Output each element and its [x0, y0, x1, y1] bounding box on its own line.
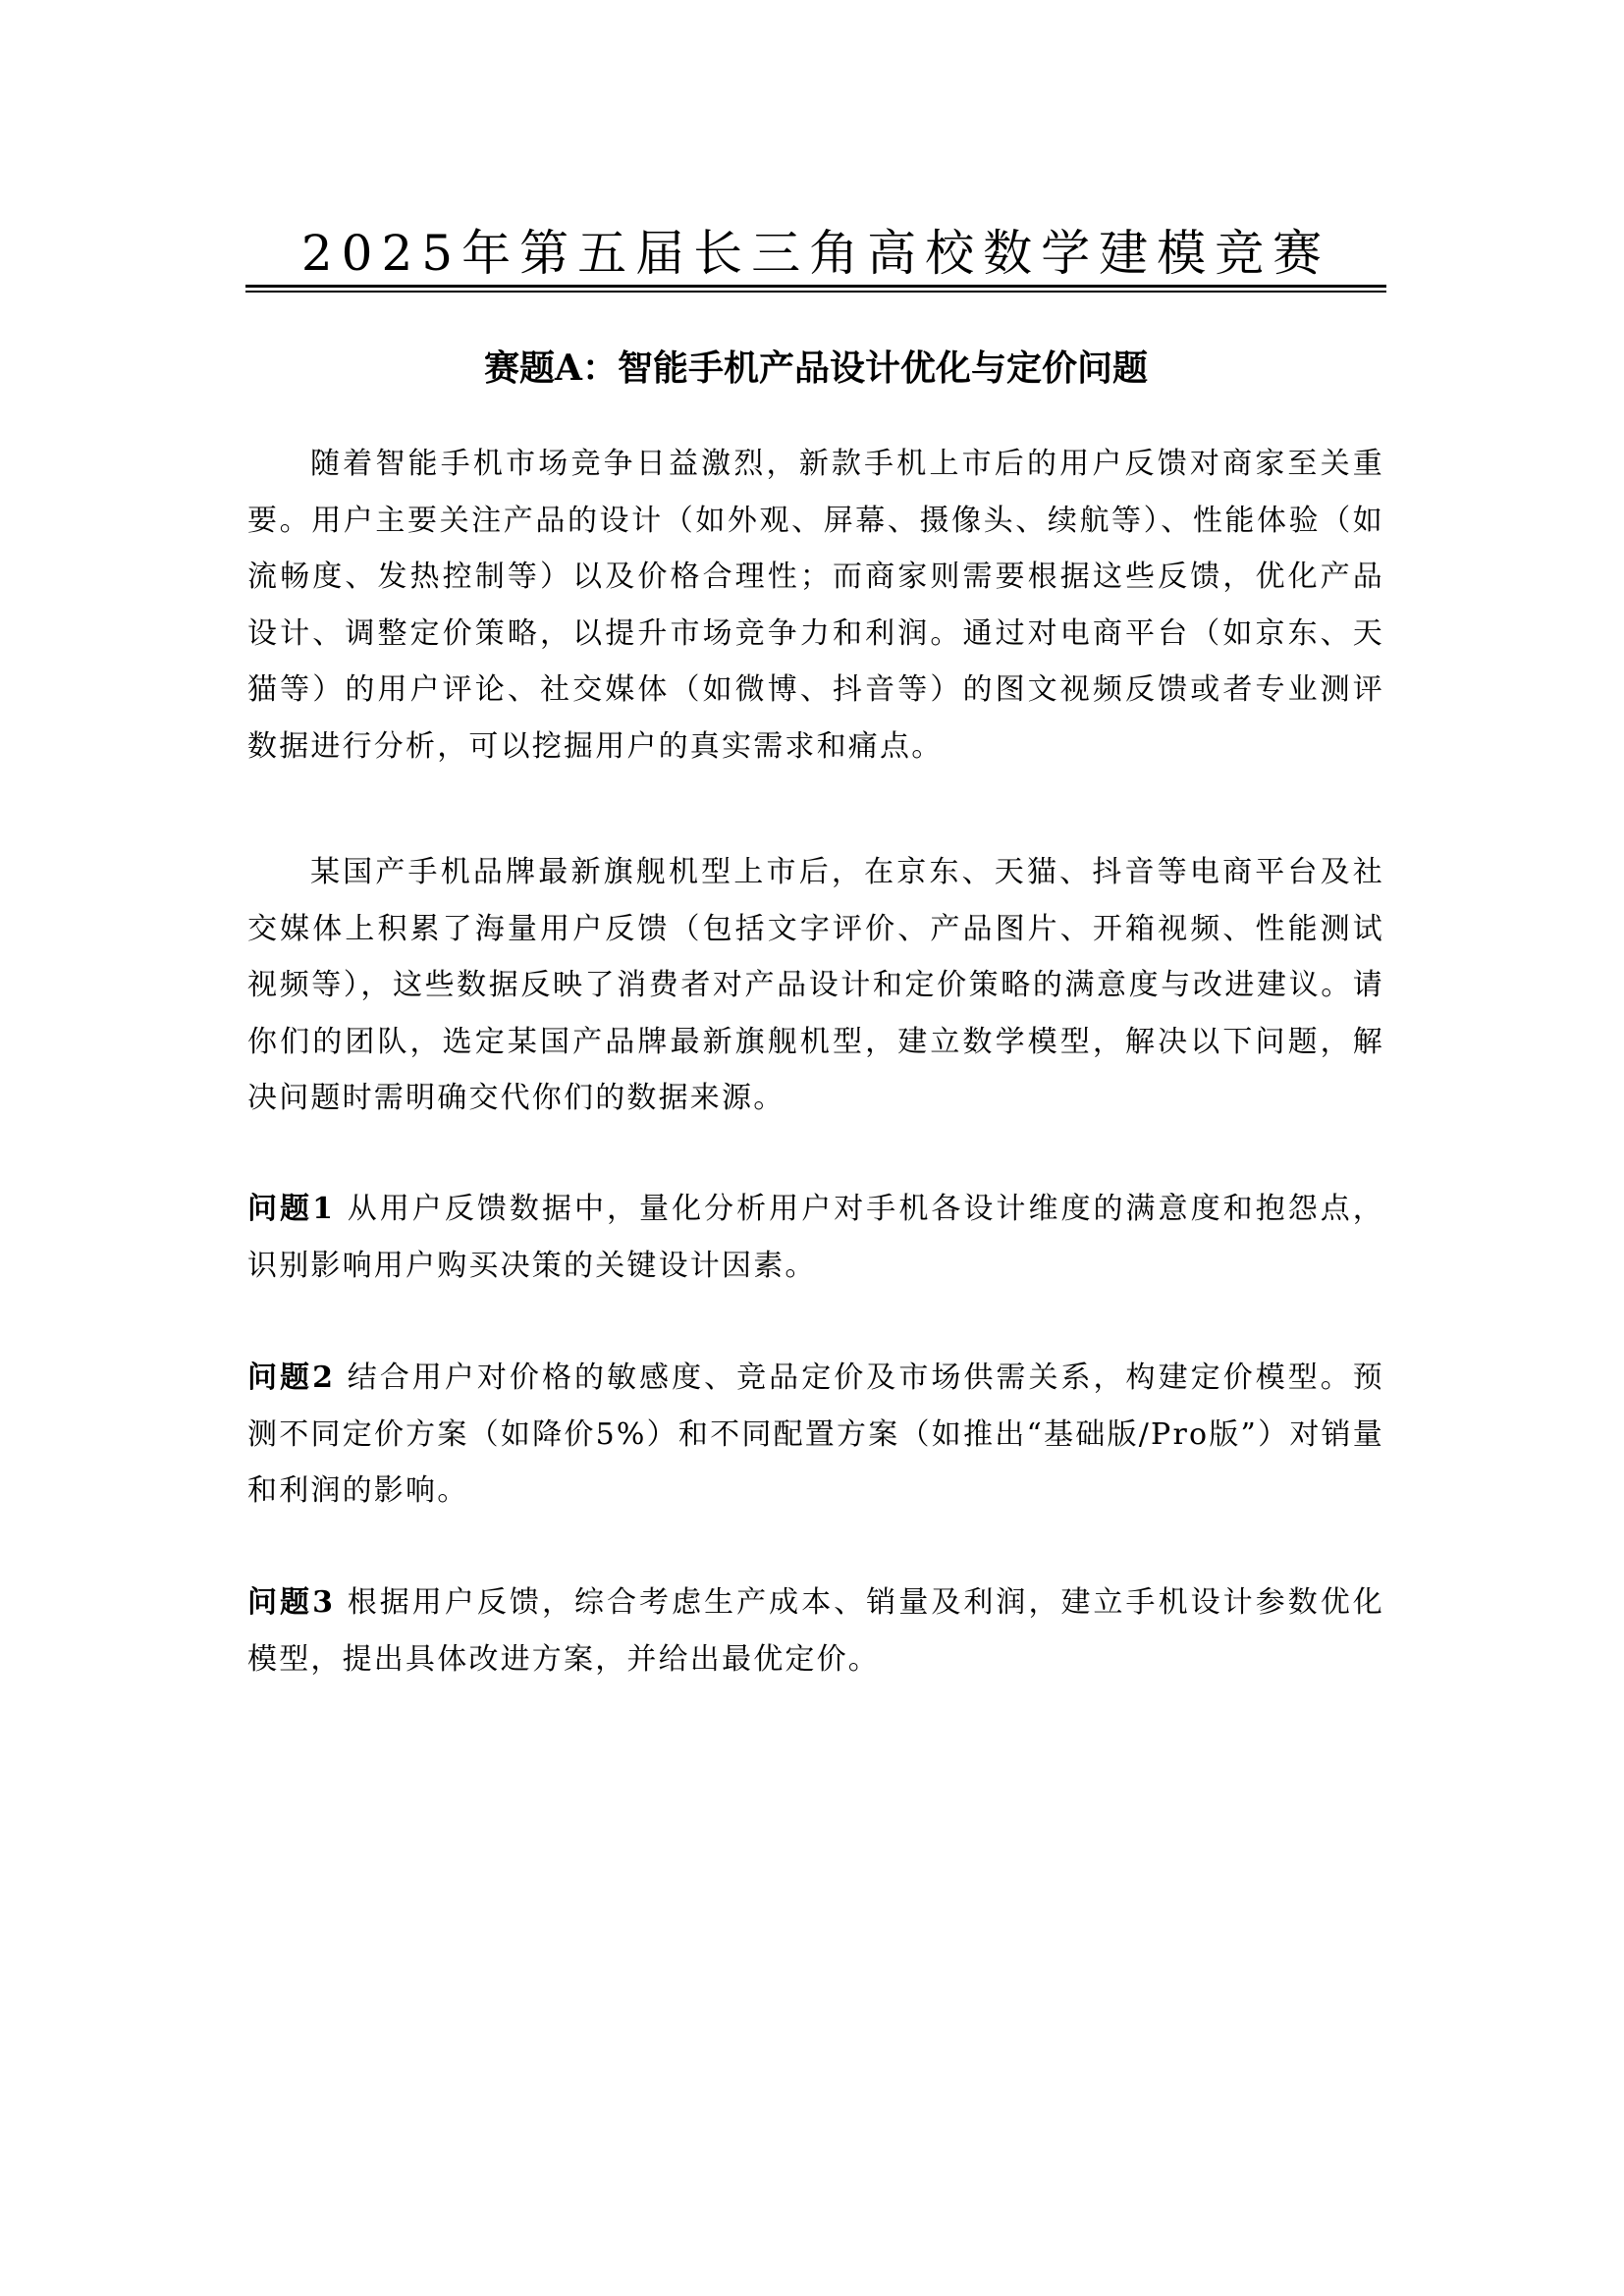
intro-paragraph-1: 随着智能手机市场竞争日益激烈，新款手机上市后的用户反馈对商家至关重要。用户主要关注产品的设计（如外观、屏幕、摄像头、续航等）、性能体验（如流畅度、发热控制等）以及价格合理性；而商家则需要根据这些反馈，优化产品设计、调整定价策略，以提升市场竞争力和利润。通过对电商平台（如京东、天猫等）的用户评论、社交媒体（如微博、抖音等）的图文视频反馈或者专业测评数据进行分析，可以挖掘用户的真实需求和痛点。	[247, 447, 1384, 764]
question-3	[247, 1575, 1384, 1687]
question-1-label: 问题1	[247, 1192, 336, 1226]
title-underline-thin	[245, 291, 1386, 293]
title-underline-thick	[245, 285, 1386, 288]
document-title: 2025年第五届长三角高校数学建模竞赛	[300, 225, 1331, 282]
question-2-label: 问题2	[247, 1361, 336, 1395]
question-2	[247, 1350, 1384, 1520]
intro-paragraph-2: 某国产手机品牌最新旗舰机型上市后，在京东、天猫、抖音等电商平台及社交媒体上积累了海量用户反馈（包括文字评价、产品图片、开箱视频、性能测试视频等），这些数据反映了消费者对产品设计和定价策略的满意度与改进建议。请你们的团队，选定某国产品牌最新旗舰机型，建立数学模型，解决以下问题，解决问题时需明确交代你们的数据来源。	[247, 855, 1384, 1115]
question-2-text: 结合用户对价格的敏感度、竞品定价及市场供需关系，构建定价模型。预测不同定价方案（如降价5%）和不同配置方案（如推出“基础版/Pro版”）对销量和利润的影响。	[247, 1361, 1384, 1508]
question-1-text: 从用户反馈数据中，量化分析用户对手机各设计维度的满意度和抱怨点，识别影响用户购买决策的关键设计因素。	[247, 1192, 1384, 1283]
question-1	[247, 1181, 1384, 1294]
question-3-text: 根据用户反馈，综合考虑生产成本、销量及利润，建立手机设计参数优化模型，提出具体改进方案，并给出最优定价。	[247, 1585, 1384, 1677]
question-3-label: 问题3	[247, 1585, 336, 1620]
problem-subtitle: 赛题A：智能手机产品设计优化与定价问题	[484, 347, 1148, 389]
